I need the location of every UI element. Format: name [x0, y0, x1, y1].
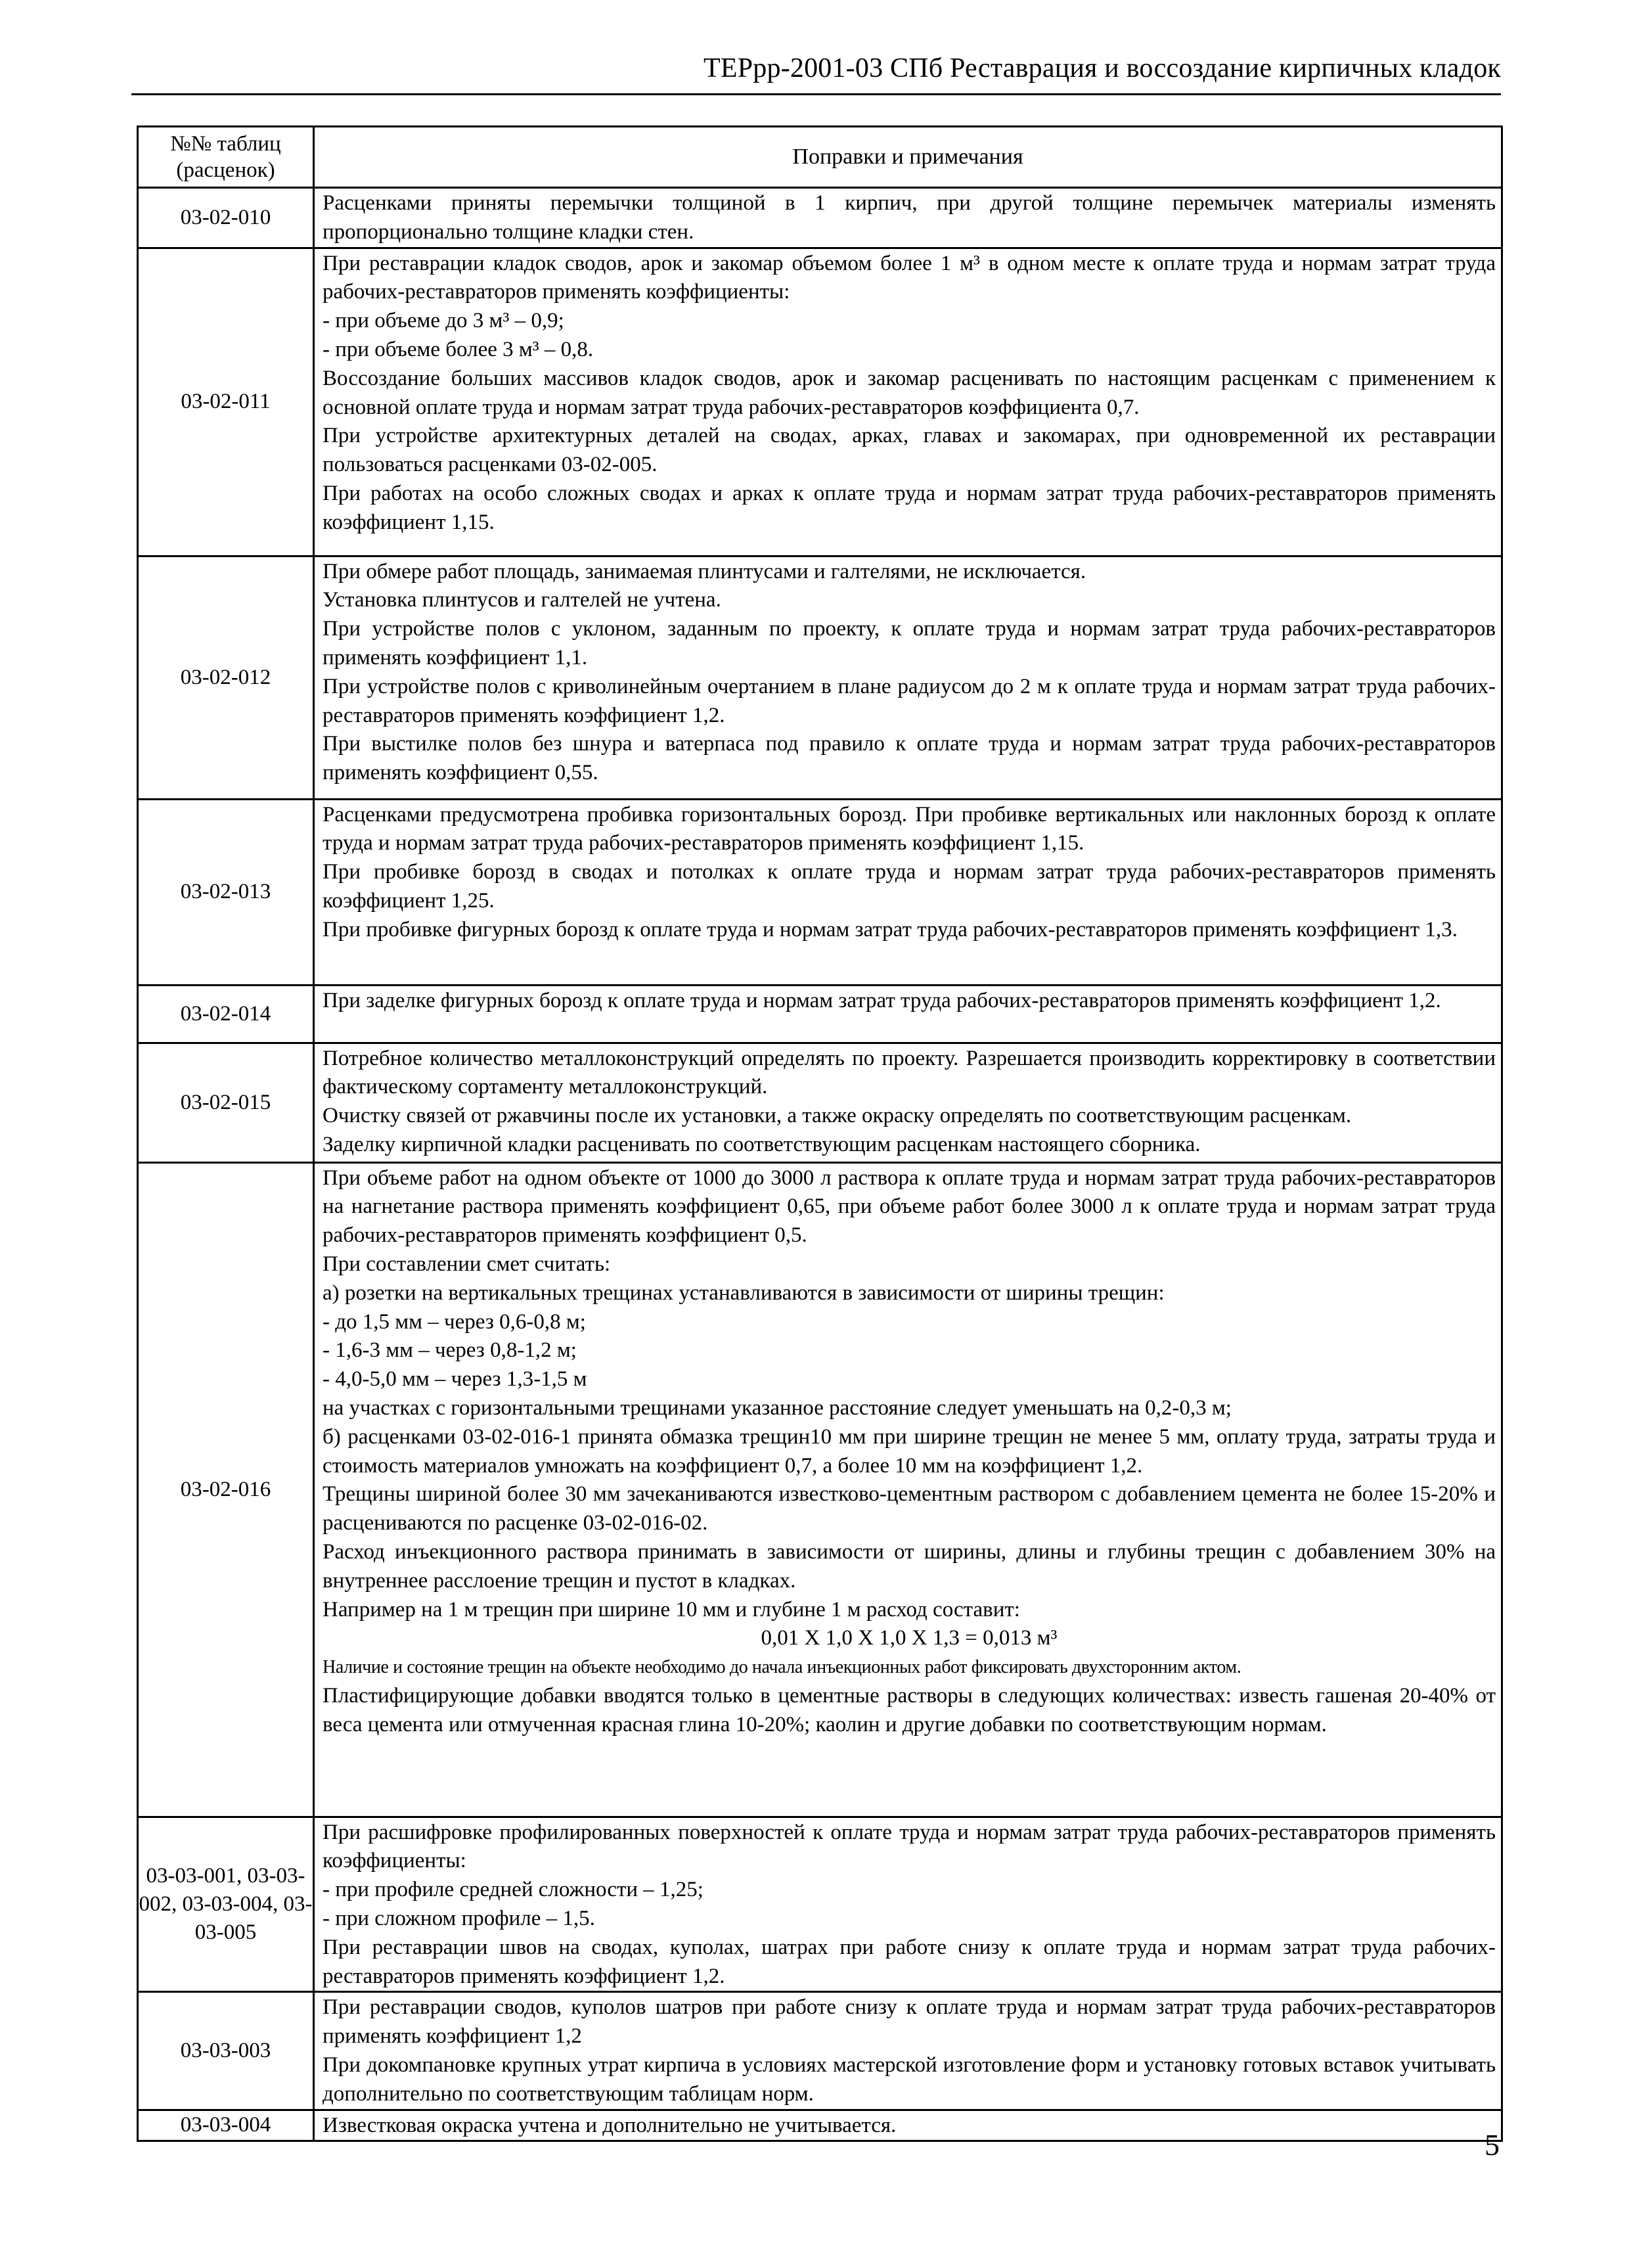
note-line: а) розетки на вертикальных трещинах устанавливаются в зависимости от ширины трещин: [323, 1281, 1165, 1305]
row-notes [314, 556, 1502, 799]
note-line: Очистку связей от ржавчины после их установки, а также окраску определять по соответствующим расценкам. [323, 1104, 1352, 1128]
note-line: При выстилке полов без шнура и ватерпаса под правило к оплате труда и нормам затрат труда рабочих-реставраторов применять коэффициент 0,55. [323, 732, 1496, 785]
note-line: - при сложном профиле – 1,5. [323, 1906, 595, 1930]
table-row [138, 2110, 1502, 2141]
table-row [138, 1043, 1502, 1162]
note-line: - 1,6-3 мм – через 0,8-1,2 м; [323, 1338, 577, 1363]
note-line: Например на 1 м трещин при ширине 10 мм и глубине 1 м расход составит: [323, 1597, 1020, 1622]
note-line: Заделку кирпичной кладки расценивать по соответствующим расценкам настоящего сборника. [323, 1132, 1201, 1156]
table-row [138, 1162, 1502, 1817]
row-code: 03-03-003 [138, 1992, 314, 2110]
column-header-codes: №№ таблиц (расценок) [138, 127, 314, 188]
note-line: - при профиле средней сложности – 1,25; [323, 1878, 704, 1902]
formula: 0,01 X 1,0 X 1,0 X 1,3 = 0,013 м³ [761, 1626, 1058, 1650]
note-line: Расценками предусмотрена пробивка горизонтальных борозд. При пробивке вертикальных или наклонных борозд к оплате труда и нормам затрат труда рабочих-реставраторов применять коэффициент 1,15. [323, 802, 1496, 855]
note-line: При реставрации швов на сводах, куполах, шатрах при работе снизу к оплате труда и нормам затрат труда рабочих-реставраторов применять коэффициент 1,2. [323, 1935, 1496, 1988]
note-line: При устройстве полов с уклоном, заданным по проекту, к оплате труда и нормам затрат труда рабочих-реставраторов применять коэффициент 1,1. [323, 617, 1496, 669]
table-row [138, 985, 1502, 1043]
note-line: При устройстве полов с криволинейным очертанием в плане радиусом до 2 м к оплате труда и нормам затрат труда рабочих-реставраторов применять коэффициент 1,2. [323, 674, 1496, 727]
note-line: При обмере работ площадь, занимаемая плинтусами и галтелями, не исключается. [323, 559, 1086, 583]
note-line: При объеме работ на одном объекте от 1000 до 3000 л раствора к оплате труда и нормам затрат труда рабочих-реставраторов на нагнетание раствора применять коэффициент 0,65, при объеме работ более 3000 л к оплате труда и нормам затрат труда рабочих-реставраторов применять коэффициент 0,5. [323, 1166, 1496, 1248]
row-notes [314, 248, 1502, 556]
note-line: При реставрации кладок сводов, арок и закомар объемом более 1 м³ в одном месте к оплате труда и нормам затрат труда рабочих-реставраторов применять коэффициенты: [323, 251, 1496, 304]
row-code: 03-02-015 [138, 1043, 314, 1162]
note-line: - 4,0-5,0 мм – через 1,3-1,5 м [323, 1367, 587, 1392]
note-line: При работах на особо сложных сводах и арках к оплате труда и нормам затрат труда рабочих-реставраторов применять коэффициент 1,15. [323, 481, 1496, 534]
table-row [138, 799, 1502, 985]
note-line: При заделке фигурных борозд к оплате труда и нормам затрат труда рабочих-реставраторов применять коэффициент 1,2. [323, 988, 1441, 1012]
row-notes [314, 1043, 1502, 1162]
note-line: Расход инъекционного раствора принимать в зависимости от ширины, длины и глубины трещин с добавлением 30% на внутреннее расслоение трещин и пустот в кладках. [323, 1539, 1496, 1593]
row-code: 03-02-012 [138, 556, 314, 799]
table-row [138, 248, 1502, 556]
note-line: Установка плинтусов и галтелей не учтена. [323, 588, 721, 612]
row-notes [314, 1817, 1502, 1992]
note-line: При составлении смет считать: [323, 1252, 611, 1276]
note-line: на участках с горизонтальными трещинами указанное расстояние следует уменьшать на 0,2-0,3 м; [323, 1395, 1232, 1420]
table-row [138, 1817, 1502, 1992]
note-line: Пластифицирующие добавки вводятся только в цементные растворы в следующих количествах: известь гашеная 20-40% от веса цемента или отмученная красная глина 10-20%; каолин и другие добавки по соответствующим нормам. [323, 1683, 1496, 1736]
note-line: б) расценками 03-02-016-1 принята обмазка трещин10 мм при ширине трещин не менее 5 мм, оплату труда, затраты труда и стоимость материалов умножать на коэффициент 0,7, а более 10 мм на коэффициент 1,2. [323, 1424, 1496, 1478]
note-line: - при объеме более 3 м³ – 0,8. [323, 337, 594, 361]
page-header [131, 47, 1501, 95]
table-row [138, 188, 1502, 248]
page-number: 5 [1485, 2128, 1500, 2162]
note-line: При устройстве архитектурных деталей на сводах, арках, главах и закомарах, при одновременной их реставрации пользоваться расценками 03-02-005. [323, 424, 1496, 477]
note-line: При докомпановке крупных утрат кирпича в условиях мастерской изготовление форм и установку готовых вставок учитывать дополнительно по соответствующим таблицам норм. [323, 2053, 1496, 2106]
row-notes [314, 188, 1502, 248]
note-line: Расценками приняты перемычки толщиной в 1 кирпич, при другой толщине перемычек материалы изменять пропорционально толщине кладки стен. [323, 191, 1496, 244]
row-notes [314, 985, 1502, 1043]
row-code: 03-02-016 [138, 1162, 314, 1817]
table-row [138, 1992, 1502, 2110]
row-notes [314, 1162, 1502, 1817]
table-row [138, 556, 1502, 799]
note-line: Воссоздание больших массивов кладок сводов, арок и закомар расценивать по настоящим расценкам с применением к основной оплате труда и нормам затрат труда рабочих-реставраторов коэффициента 0,7. [323, 366, 1496, 419]
row-code: 03-03-004 [138, 2110, 314, 2141]
table-header-row [138, 127, 1502, 188]
note-line: Наличие и состояние трещин на объекте необходимо до начала инъекционных работ фиксировать двухсторонним актом. [323, 1657, 1241, 1678]
row-code: 03-03-001, 03-03-002, 03-03-004, 03-03-005 [138, 1817, 314, 1992]
column-header-notes: Поправки и примечания [314, 127, 1502, 188]
note-line: Потребное количество металлоконструкций определять по проекту. Разрешается производить корректировку в соответствии фактическому сортаменту металлоконструкций. [323, 1046, 1496, 1099]
row-code: 03-02-011 [138, 248, 314, 556]
note-line: - при объеме до 3 м³ – 0,9; [323, 309, 564, 333]
document-title: ТЕРрр-2001-03 СПб Реставрация и воссоздание кирпичных кладок [704, 53, 1501, 83]
row-code: 03-02-010 [138, 188, 314, 248]
note-line: При пробивке борозд в сводах и потолках к оплате труда и нормам затрат труда рабочих-реставраторов применять коэффициент 1,25. [323, 860, 1496, 913]
row-notes [314, 1992, 1502, 2110]
note-line: - до 1,5 мм – через 0,6-0,8 м; [323, 1309, 586, 1334]
note-line: Известковая окраска учтена и дополнительно не учитывается. [323, 2113, 897, 2137]
row-notes [314, 2110, 1502, 2141]
note-line: При пробивке фигурных борозд к оплате труда и нормам затрат труда рабочих-реставраторов применять коэффициент 1,3. [323, 917, 1458, 941]
row-code: 03-02-013 [138, 799, 314, 985]
note-line: При расшифровке профилированных поверхностей к оплате труда и нормам затрат труда рабочих-реставраторов применять коэффициенты: [323, 1820, 1496, 1873]
note-line: При реставрации сводов, куполов шатров при работе снизу к оплате труда и нормам затрат труда рабочих-реставраторов применять коэффициент 1,2 [323, 1995, 1496, 2049]
note-line: Трещины шириной более 30 мм зачеканиваются известково-цементным раствором с добавлением цемента не более 15-20% и расцениваются по расценке 03-02-016-02. [323, 1482, 1496, 1535]
norms-table [137, 125, 1503, 2142]
row-code: 03-02-014 [138, 985, 314, 1043]
row-notes [314, 799, 1502, 985]
